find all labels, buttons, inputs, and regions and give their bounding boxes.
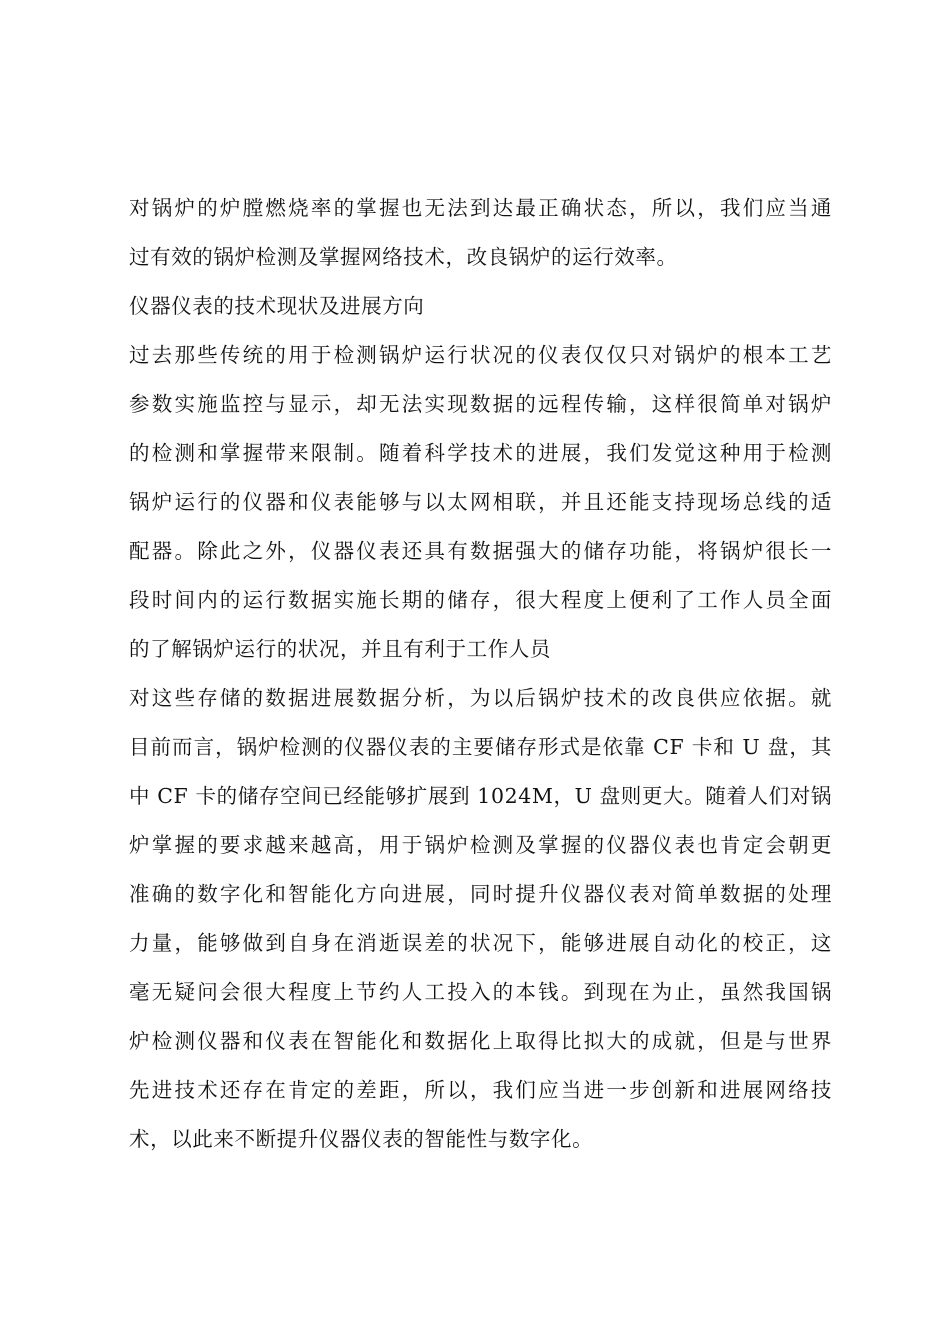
text-line: 锅炉运行的仪器和仪表能够与以太网相联，并且还能支持现场总线的适 xyxy=(129,490,832,514)
section-heading-text: 仪器仪表的技术现状及进展方向 xyxy=(129,294,425,318)
text-line: 炉掌握的要求越来越高，用于锅炉检测及掌握的仪器仪表也肯定会朝更 xyxy=(129,833,832,857)
text-line: 毫无疑问会很大程度上节约人工投入的本钱。到现在为止，虽然我国锅 xyxy=(129,980,832,1004)
text-line: 力量，能够做到自身在消逝误差的状况下，能够进展自动化的校正，这 xyxy=(129,931,832,955)
text-line: 配器。除此之外，仪器仪表还具有数据强大的储存功能，将锅炉很长一 xyxy=(129,539,832,563)
text-line: 过去那些传统的用于检测锅炉运行状况的仪表仅仅只对锅炉的根本工艺 xyxy=(129,343,832,367)
text-line: 术，以此来不断提升仪器仪表的智能性与数字化。 xyxy=(129,1127,594,1151)
text-line: 参数实施监控与显示，却无法实现数据的远程传输，这样很简单对锅炉 xyxy=(129,392,832,416)
paragraph-intro-continued xyxy=(129,184,832,282)
text-line: 对这些存储的数据进展数据分析，为以后锅炉技术的改良供应依据。就 xyxy=(129,686,832,710)
text-line: 中 CF 卡的储存空间已经能够扩展到 1024M，U 盘则更大。随着人们对锅 xyxy=(129,784,832,808)
paragraph-past-instruments xyxy=(129,331,832,674)
text-line: 目前而言，锅炉检测的仪器仪表的主要储存形式是依靠 CF 卡和 U 盘，其 xyxy=(129,735,832,759)
text-line: 过有效的锅炉检测及掌握网络技术，改良锅炉的运行效率。 xyxy=(129,245,678,269)
text-line: 的了解锅炉运行的状况，并且有利于工作人员 xyxy=(129,637,551,661)
document-body xyxy=(129,184,832,1164)
text-line: 的检测和掌握带来限制。随着科学技术的进展，我们发觉这种用于检测 xyxy=(129,441,832,465)
text-line: 炉检测仪器和仪表在智能化和数据化上取得比拟大的成就，但是与世界 xyxy=(129,1029,832,1053)
text-line: 段时间内的运行数据实施长期的储存，很大程度上便利了工作人员全面 xyxy=(129,588,832,612)
text-line: 准确的数字化和智能化方向进展，同时提升仪器仪表对简单数据的处理 xyxy=(129,882,832,906)
section-heading xyxy=(129,282,832,331)
paragraph-data-analysis xyxy=(129,674,832,1164)
text-line: 先进技术还存在肯定的差距，所以，我们应当进一步创新和进展网络技 xyxy=(129,1078,832,1102)
text-line: 对锅炉的炉膛燃烧率的掌握也无法到达最正确状态，所以，我们应当通 xyxy=(129,196,832,220)
